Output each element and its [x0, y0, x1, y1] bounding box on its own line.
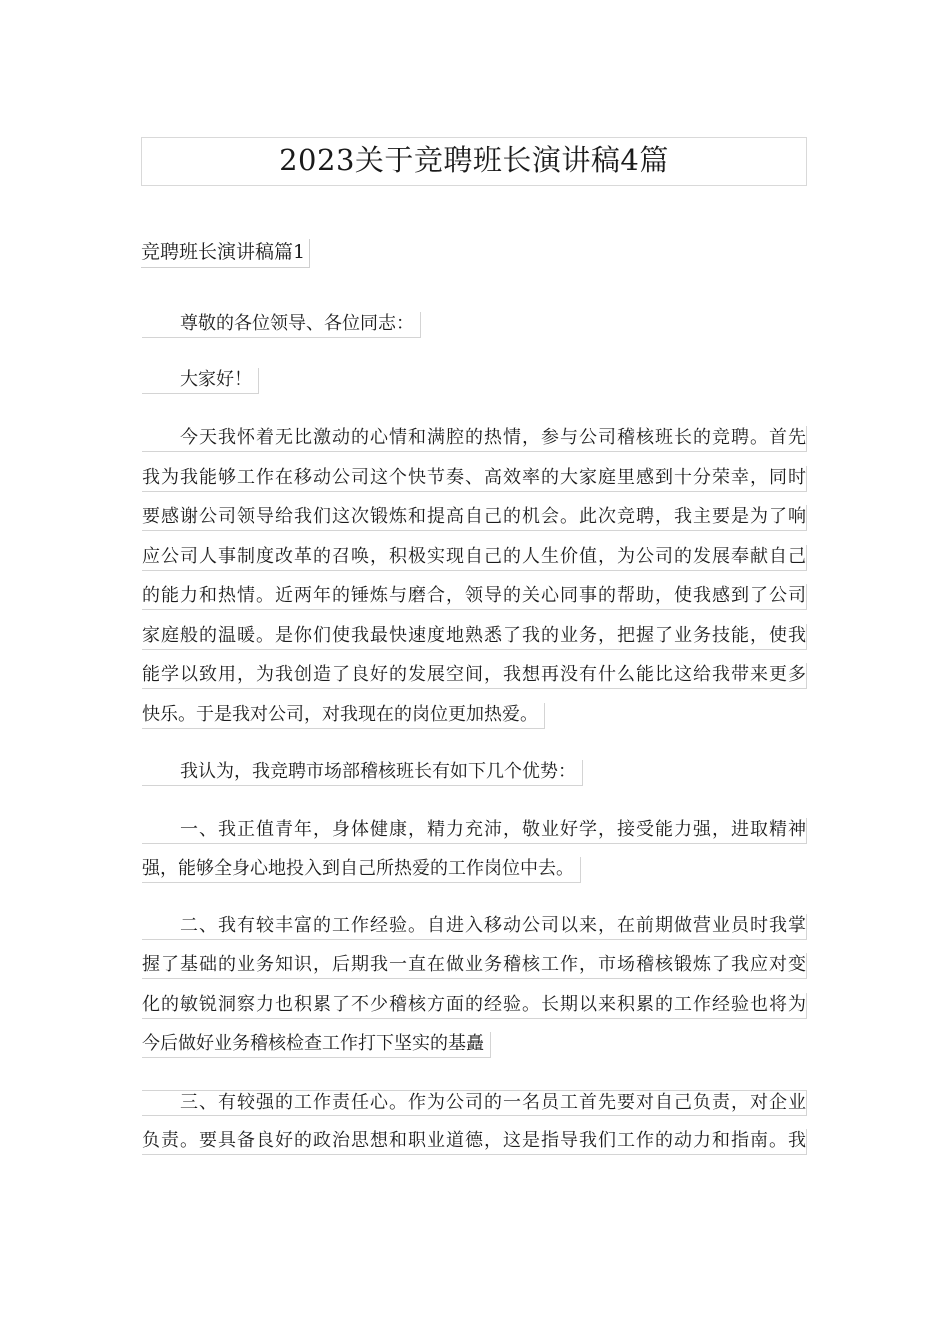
para1-line: 快乐。于是我对公司，对我现在的岗位更加热爱。 — [142, 703, 545, 729]
para1-line: 我为我能够工作在移动公司这个快节奏、高效率的大家庭里感到十分荣幸，同时 — [142, 466, 807, 492]
salutation: 尊敬的各位领导、各位同志： — [142, 312, 421, 338]
para2-line: 我认为，我竞聘市场部稽核班长有如下几个优势： — [142, 760, 583, 786]
para4-line: 化的敏锐洞察力也积累了不少稽核方面的经验。长期以来积累的工作经验也将为 — [142, 993, 807, 1019]
para5-line: 负责。要具备良好的政治思想和职业道德，这是指导我们工作的动力和指南。我 — [142, 1129, 807, 1155]
para4-line: 二、我有较丰富的工作经验。自进入移动公司以来，在前期做营业员时我掌 — [142, 914, 807, 940]
para1-line: 的能力和热情。近两年的锤炼与磨合，领导的关心同事的帮助，使我感到了公司 — [142, 584, 807, 610]
document-title: 2023关于竞聘班长演讲稿4篇 — [141, 137, 807, 186]
section-heading: 竞聘班长演讲稿篇1 — [141, 239, 310, 268]
para1-line: 要感谢公司领导给我们这次锻炼和提高自己的机会。此次竞聘，我主要是为了响 — [142, 505, 807, 531]
para3-line: 一、我正值青年，身体健康，精力充沛，敬业好学，接受能力强，进取精神 — [142, 818, 807, 844]
para1-line: 能学以致用，为我创造了良好的发展空间，我想再没有什么能比这给我带来更多 — [142, 663, 807, 689]
greeting: 大家好！ — [142, 368, 259, 394]
para5-line: 三、有较强的工作责任心。作为公司的一名员工首先要对自己负责，对企业 — [142, 1090, 807, 1116]
para4-line: 握了基础的业务知识，后期我一直在做业务稽核工作，市场稽核锻炼了我应对变 — [142, 953, 807, 979]
para1-line: 家庭般的温暖。是你们使我最快速度地熟悉了我的业务，把握了业务技能，使我 — [142, 624, 807, 650]
para1-line: 应公司人事制度改革的召唤，积极实现自己的人生价值，为公司的发展奉献自己 — [142, 545, 807, 571]
para4-line: 今后做好业务稽核检查工作打下坚实的基矗 — [142, 1032, 491, 1058]
para3-line: 强，能够全身心地投入到自己所热爱的工作岗位中去。 — [142, 857, 581, 883]
para1-line: 今天我怀着无比激动的心情和满腔的热情，参与公司稽核班长的竞聘。首先 — [142, 426, 807, 452]
